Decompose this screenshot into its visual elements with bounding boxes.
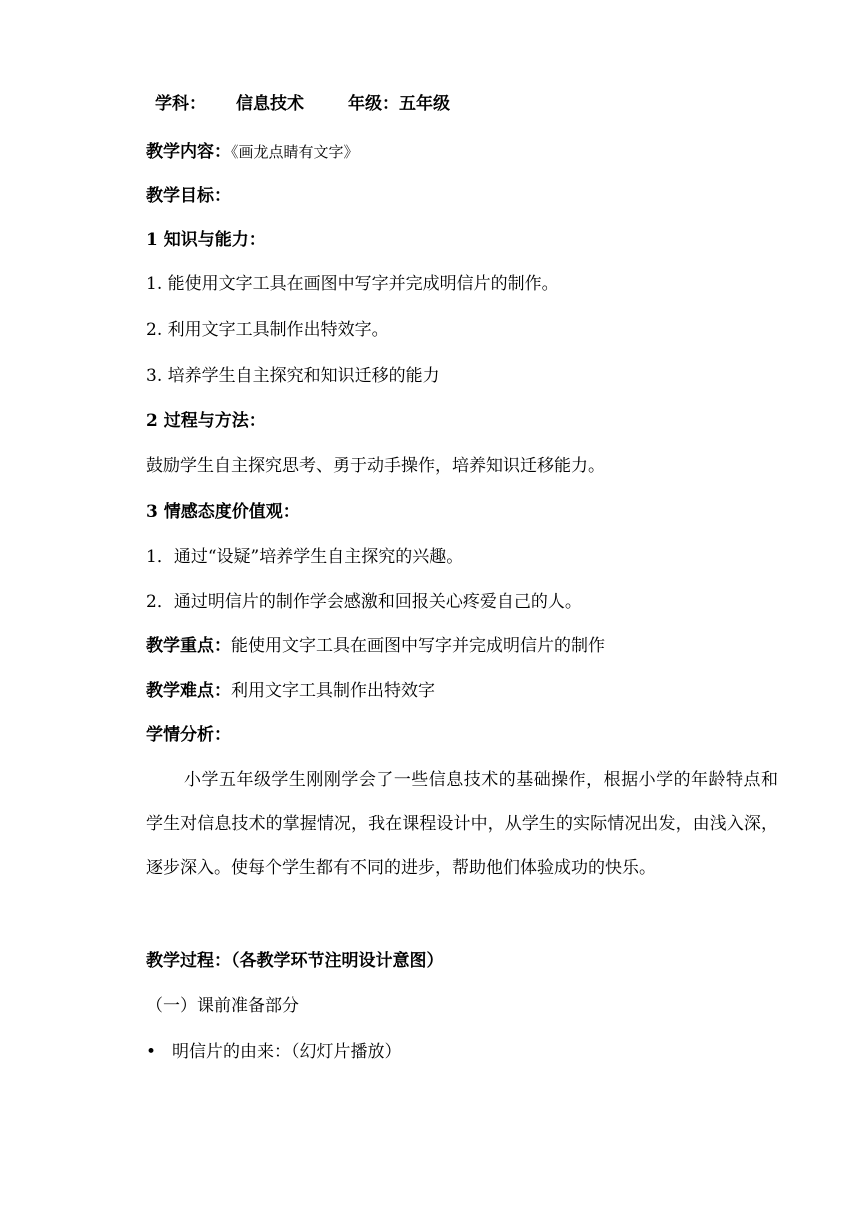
objectives-heading: 教学目标：: [146, 186, 231, 206]
difficult-point-line: [146, 680, 435, 702]
knowledge-item-2: 2. 利用文字工具制作出特效字。: [146, 320, 389, 340]
emotion-item-1: 1．通过“设疑”培养学生自主探究的兴趣。: [146, 547, 464, 567]
emotion-heading: 3 情感态度价值观：: [146, 502, 300, 522]
procedure-bullet-1: [146, 1041, 402, 1063]
teaching-content-label: 教学内容：: [146, 142, 231, 162]
teaching-content-value: 《画龙点睛有文字》: [231, 143, 359, 161]
grade-label: 年级：: [348, 94, 399, 114]
subject-label: 学科：: [155, 94, 206, 114]
teaching-content-line: [146, 141, 359, 163]
bullet-icon: •: [146, 1042, 157, 1062]
emotion-item-2: 2．通过明信片的制作学会感激和回报关心疼爱自己的人。: [146, 592, 582, 612]
subject-grade-line: [155, 93, 450, 115]
grade-value: 五年级: [399, 94, 450, 114]
key-point-value: 能使用文字工具在画图中写字并完成明信片的制作: [231, 636, 605, 656]
procedure-bullet-1-text: 明信片的由来：（幻灯片播放）: [172, 1042, 402, 1062]
difficult-point-label: 教学难点：: [146, 681, 231, 701]
procedure-heading: 教学过程：（各教学环节注明设计意图）: [146, 951, 444, 971]
knowledge-item-3: 3. 培养学生自主探究和知识迁移的能力: [146, 366, 440, 386]
difficult-point-value: 利用文字工具制作出特效字: [231, 681, 435, 701]
knowledge-heading: 1 知识与能力：: [146, 230, 266, 250]
procedure-section-1: （一）课前准备部分: [146, 996, 299, 1016]
analysis-paragraph: 小学五年级学生刚刚学会了一些信息技术的基础操作，根据小学的年龄特点和学生对信息技术的掌握情况，我在课程设计中，从学生的实际情况出发，由浅入深，逐步深入。使每个学生都有不同的进步，帮助他们体验成功的快乐。: [146, 770, 778, 878]
key-point-line: [146, 635, 605, 657]
analysis-heading: 学情分析：: [146, 725, 231, 745]
process-text: 鼓励学生自主探究思考、勇于动手操作，培养知识迁移能力。: [146, 456, 605, 476]
subject-value: 信息技术: [236, 94, 304, 114]
knowledge-item-1: 1. 能使用文字工具在画图中写字并完成明信片的制作。: [146, 274, 559, 294]
key-point-label: 教学重点：: [146, 636, 231, 656]
process-heading: 2 过程与方法：: [146, 411, 266, 431]
